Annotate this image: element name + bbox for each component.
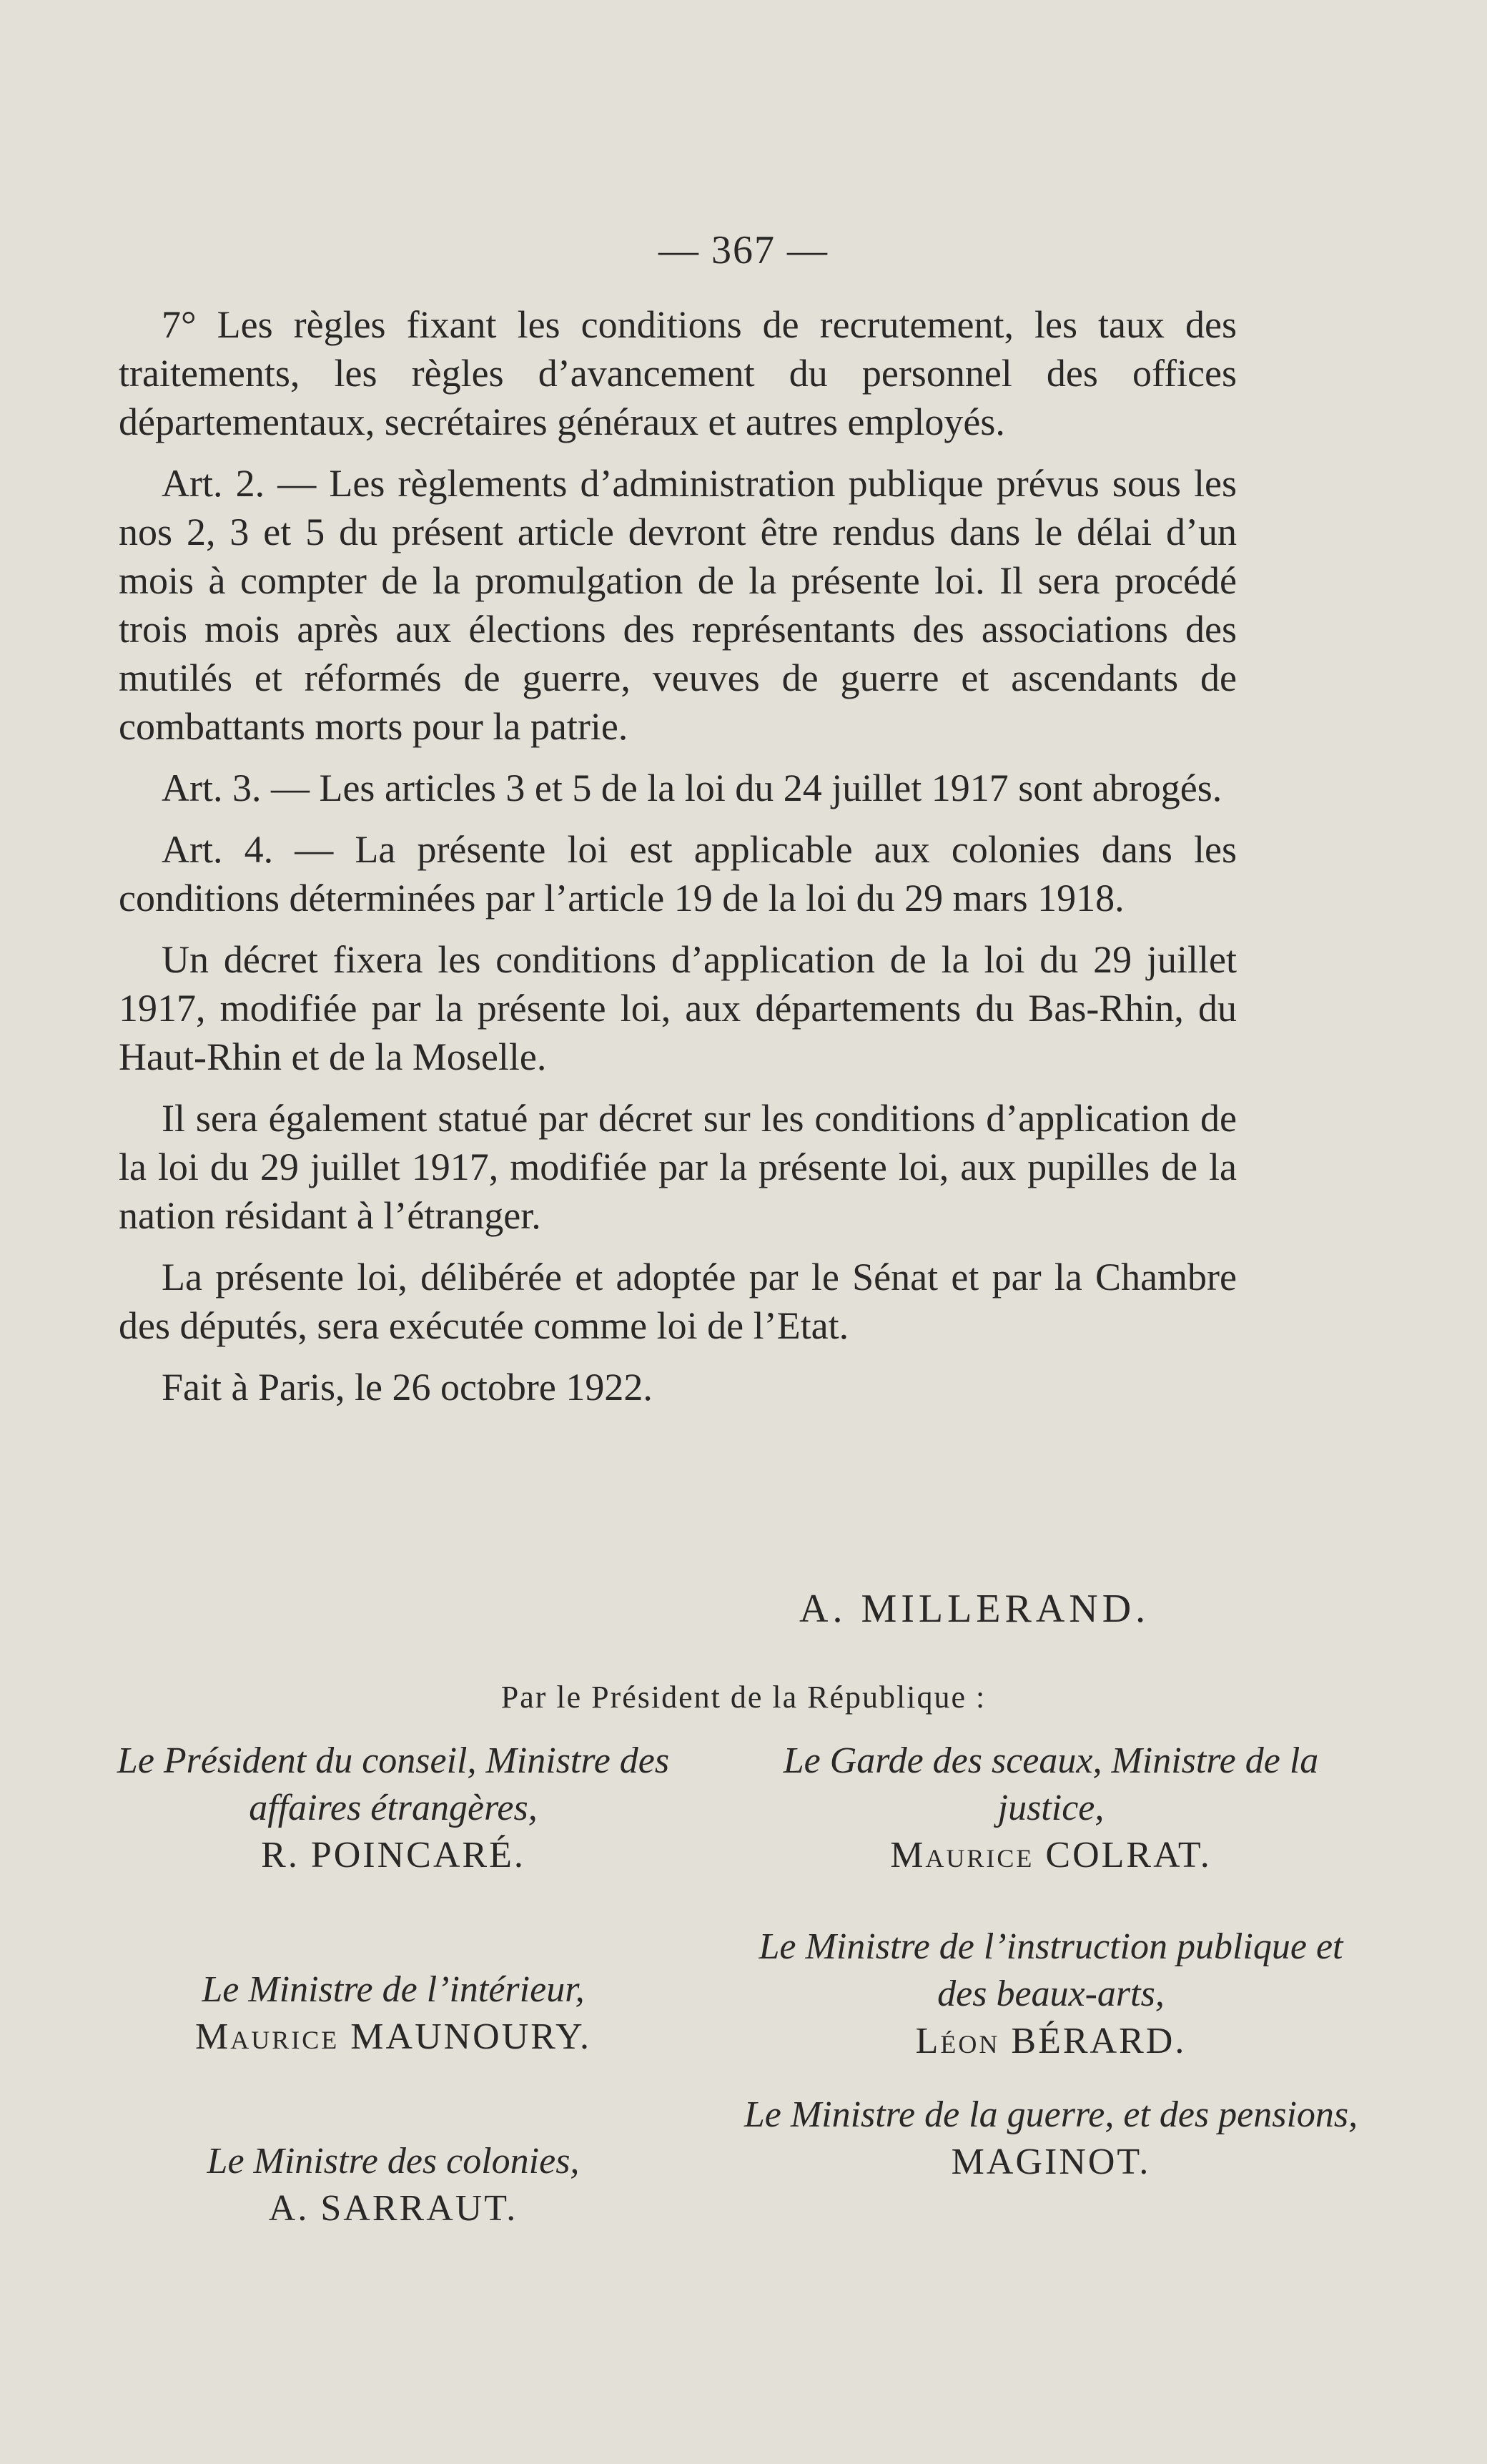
paragraph-art-2: Art. 2. — Les règlements d’administration publique prévus sous les nos 2, 3 et 5 du présent article devront être rendus dans le délai d’un mois à compter de la promulgation de la présente loi. Il sera procédé trois mois après aux élections des représentants des associations des mutilés et réformés de guerre, veuves de guerre et ascendants de combattants morts pour la patrie.: [119, 462, 1237, 748]
law-text: [119, 300, 1237, 1424]
minister-title: Le Ministre des colonies,: [207, 2141, 580, 2182]
minister-block-justice: [744, 1738, 1358, 1879]
minister-name: R. POINCARÉ.: [261, 1835, 525, 1876]
minister-block-instruction: [744, 1923, 1358, 2065]
minister-name: A. SARRAUT.: [268, 2188, 518, 2229]
minister-block-colonies: [86, 2138, 701, 2232]
minister-name: Léon BÉRARD.: [915, 2021, 1187, 2061]
paragraph-execution: La présente loi, délibérée et adoptée par le Sénat et par la Chambre des députés, sera exécutée comme loi de l’Etat.: [119, 1256, 1237, 1347]
paragraph-art-3: Art. 3. — Les articles 3 et 5 de la loi du 24 juillet 1917 sont abrogés.: [162, 767, 1222, 809]
paragraph-date: Fait à Paris, le 26 octobre 1922.: [162, 1366, 653, 1409]
minister-name: MAGINOT.: [951, 2142, 1151, 2182]
minister-block-interieur: [86, 1966, 701, 2061]
minister-block-conseil: [86, 1738, 701, 1879]
paragraph-decret-alsace: Un décret fixera les conditions d’application de la loi du 29 juillet 1917, modifiée par la présente loi, aux départements du Bas-Rhin, du Haut-Rhin et de la Moselle.: [119, 938, 1237, 1078]
paragraph-art-4: Art. 4. — La présente loi est applicable aux colonies dans les conditions déterminées par l’article 19 de la loi du 29 mars 1918.: [119, 828, 1237, 920]
minister-title: Le Garde des sceaux, Ministre de la justice,: [783, 1740, 1319, 1828]
minister-title: Le Ministre de la guerre, et des pensions,: [744, 2094, 1358, 2135]
minister-name: Maurice MAUNOURY.: [195, 2016, 591, 2057]
minister-title: Le Président du conseil, Ministre des affaires étrangères,: [117, 1740, 670, 1828]
minister-title: Le Ministre de l’instruction publique et des beaux-arts,: [759, 1926, 1343, 2014]
paragraph-decret-etranger: Il sera également statué par décret sur les conditions d’application de la loi du 29 juillet 1917, modifiée par la présente loi, aux pupilles de la nation résidant à l’étranger.: [119, 1097, 1237, 1237]
minister-name: Maurice COLRAT.: [890, 1835, 1212, 1876]
president-signature: A. MILLERAND.: [799, 1587, 1150, 1631]
par-le-president: Par le Président de la République :: [500, 1680, 987, 1715]
minister-block-guerre: [744, 2091, 1358, 2186]
minister-title: Le Ministre de l’intérieur,: [202, 1969, 585, 2010]
paragraph-7-recruitment: 7° Les règles fixant les conditions de recrutement, les taux des traitements, les règles d’avancement du personnel des offices départementaux, secrétaires généraux et autres employés.: [119, 303, 1237, 443]
page-number: — 367 —: [658, 228, 829, 272]
